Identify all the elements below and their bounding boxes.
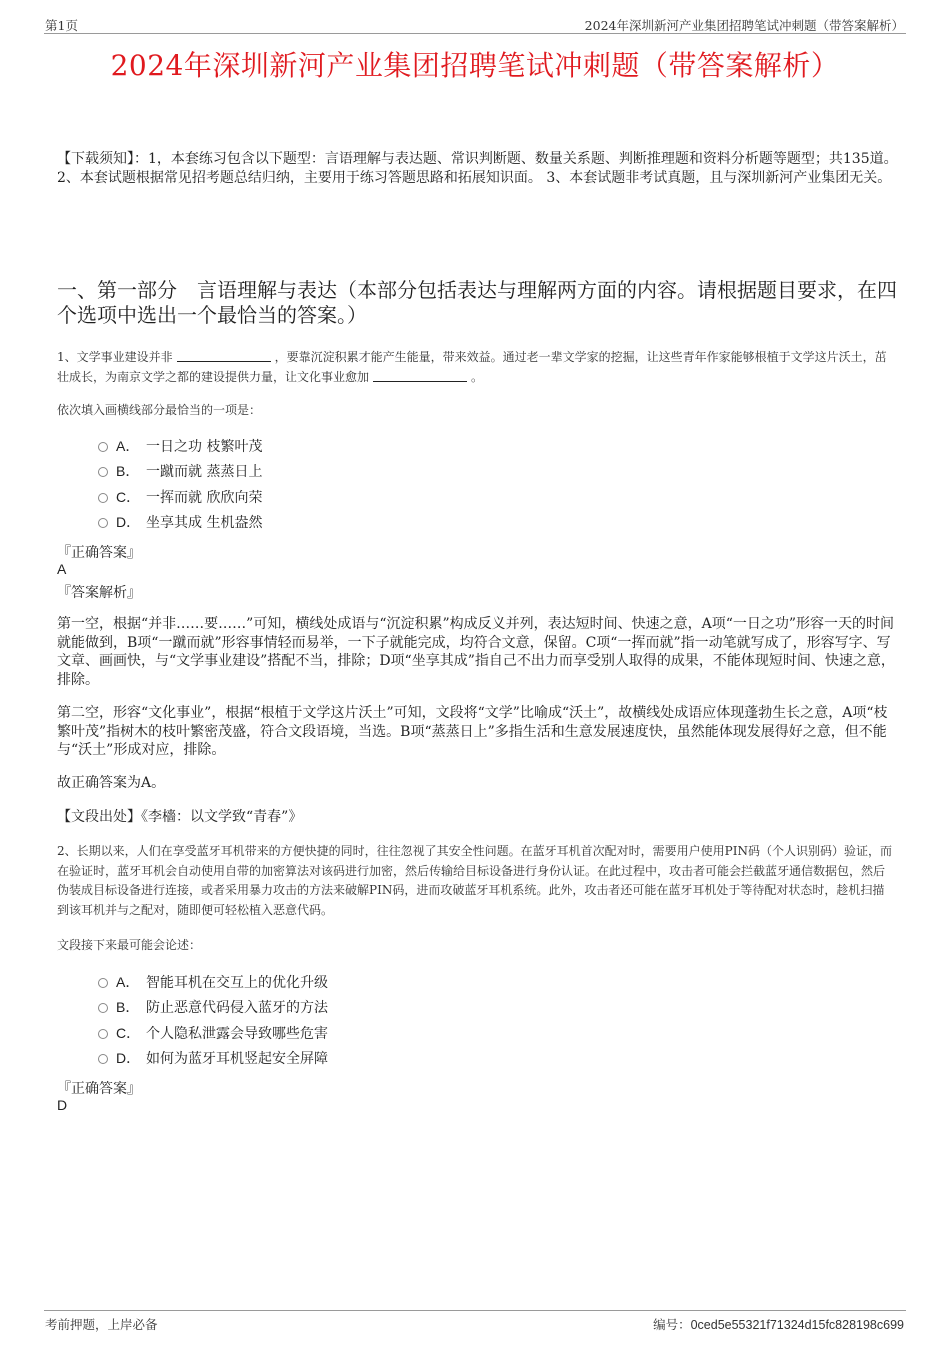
question-1-stem-part1: 1、文学事业建设并非 xyxy=(57,350,173,364)
radio-icon[interactable] xyxy=(98,518,108,528)
option-text: 智能耳机在交互上的优化升级 xyxy=(146,975,328,991)
option-letter: C． xyxy=(116,1025,141,1041)
option-text: 一日之功 枝繁叶茂 xyxy=(146,439,263,455)
option-letter: B． xyxy=(116,463,140,479)
radio-icon[interactable] xyxy=(98,1054,108,1064)
footer-slogan: 考前押题，上岸必备 xyxy=(45,1317,158,1332)
option-letter: D． xyxy=(116,1050,141,1066)
page-number: 第1页 xyxy=(45,18,78,33)
question-1-stem-part3: 。 xyxy=(471,369,484,384)
q2-option-a[interactable] xyxy=(98,972,328,992)
footer-code-value: 0ced5e55321f71324d15fc828198c699 xyxy=(690,1318,904,1332)
footer-code-label: 编号： xyxy=(653,1317,691,1332)
option-text: 坐享其成 生机盎然 xyxy=(146,515,263,531)
option-text: 一挥而就 欣欣向荣 xyxy=(146,490,263,506)
fill-blank-1 xyxy=(177,350,271,362)
option-letter: A． xyxy=(116,438,140,454)
q2-answer: D xyxy=(57,1097,68,1113)
q1-answer-label: 『正确答案』 xyxy=(57,545,141,561)
question-1-stem-part2: ，要靠沉淀积累才能产生能量，带来效益。通过老一辈文学家的挖掘，让这些青年作家能够根植于文学这片沃土，茁壮成长，为南京文学之都的建设提供力量，让文化事业愈加 xyxy=(57,350,887,384)
q2-option-b[interactable] xyxy=(98,997,328,1017)
q1-option-d[interactable] xyxy=(98,512,262,532)
radio-icon[interactable] xyxy=(98,1029,108,1039)
footer-code xyxy=(653,1315,904,1333)
fill-blank-2 xyxy=(373,370,467,382)
q1-option-c[interactable] xyxy=(98,487,262,507)
question-1-stem xyxy=(57,348,895,387)
option-letter: A． xyxy=(116,974,140,990)
option-text: 防止恶意代码侵入蓝牙的方法 xyxy=(146,1000,328,1016)
question-2-prompt: 文段接下来最可能会论述： xyxy=(57,938,202,952)
q2-answer-label: 『正确答案』 xyxy=(57,1081,141,1097)
radio-icon[interactable] xyxy=(98,467,108,477)
header-rule xyxy=(44,33,906,34)
q1-answer: A xyxy=(57,561,67,577)
option-text: 个人隐私泄露会导致哪些危害 xyxy=(146,1026,328,1042)
question-2-stem: 2、长期以来，人们在享受蓝牙耳机带来的方便快捷的同时，往往忽视了其安全性问题。在蓝牙耳机首次配对时，需要用户使用PIN码（个人识别码）验证，而在验证时，蓝牙耳机会自动使用自带的加密算法对该码进行加密，然后传输给目标设备进行身份认证。在此过程中，攻击者可能会拦截蓝牙通信数据包，然后伪装成目标设备进行连接，或者采用暴力攻击的方法来破解PIN码，进而攻破蓝牙耳机系统。此外，攻击者还可能在蓝牙耳机处于等待配对状态时，趁机扫描到该耳机并与之配对，随即便可轻松植入恶意代码。 xyxy=(57,844,892,917)
option-text: 如何为蓝牙耳机竖起安全屏障 xyxy=(146,1051,328,1067)
download-notice: 【下载须知】：1，本套练习包含以下题型：言语理解与表达题、常识判断题、数量关系题、判断推理题和资料分析题等题型；共135道。 2、本套试题根据常见招考题总结归纳，主要用于练习答题思路和拓展知识面。 3、本套试题非考试真题，且与深圳新河产业集团无关。 xyxy=(57,151,898,186)
radio-icon[interactable] xyxy=(98,493,108,503)
q1-analysis-label: 『答案解析』 xyxy=(57,585,141,601)
footer-rule xyxy=(44,1310,906,1311)
page-title: 2024年深圳新河产业集团招聘笔试冲刺题（带答案解析） xyxy=(110,49,840,82)
header-doc-title: 2024年深圳新河产业集团招聘笔试冲刺题（带答案解析） xyxy=(584,18,904,33)
q1-option-b[interactable] xyxy=(98,461,262,481)
option-letter: B． xyxy=(116,999,140,1015)
q1-option-a[interactable] xyxy=(98,436,262,456)
option-letter: D． xyxy=(116,514,141,530)
option-letter: C． xyxy=(116,489,141,505)
radio-icon[interactable] xyxy=(98,978,108,988)
q1-source: 【文段出处】《李檣：以文学致“青春”》 xyxy=(57,809,303,825)
q2-option-d[interactable] xyxy=(98,1048,328,1068)
q2-option-c[interactable] xyxy=(98,1023,328,1043)
section-heading: 一、第一部分 言语理解与表达（本部分包括表达与理解两方面的内容。请根据题目要求，在四个选项中选出一个最恰当的答案。） xyxy=(57,278,897,327)
radio-icon[interactable] xyxy=(98,1003,108,1013)
radio-icon[interactable] xyxy=(98,442,108,452)
q1-conclusion: 故正确答案为A。 xyxy=(57,775,166,791)
option-text: 一蹴而就 蒸蒸日上 xyxy=(146,464,263,480)
q1-analysis-paragraph-2: 第二空，形容“文化事业”，根据“根植于文学这片沃土”可知，文段将“文学”比喻成“沃土”，故横线处成语应体现蓬勃生长之意，A项“枝繁叶茂”指树木的枝叶繁密茂盛，符合文段语境，当选。B项“蒸蒸日上”多指生活和生意发展速度快，虽然能体现发展得好之意，但不能与“沃土”形成对应，排除。 xyxy=(57,705,888,758)
question-1-prompt: 依次填入画横线部分最恰当的一项是： xyxy=(57,403,262,417)
q1-analysis-paragraph-1: 第一空，根据“并非……要……”可知，横线处成语与“沉淀积累”构成反义并列，表达短时间、快速之意，A项“一日之功”形容一天的时间就能做到，B项“一蹴而就”形容事情轻而易举，一下子就能完成，均符合文意，保留。C项“一挥而就”指一动笔就写成了，形容写字、写文章、画画快，与“文学事业建设”搭配不当，排除；D项“坐享其成”指自己不出力而享受别人取得的成果，不能体现短时间、快速之意，排除。 xyxy=(57,616,895,688)
